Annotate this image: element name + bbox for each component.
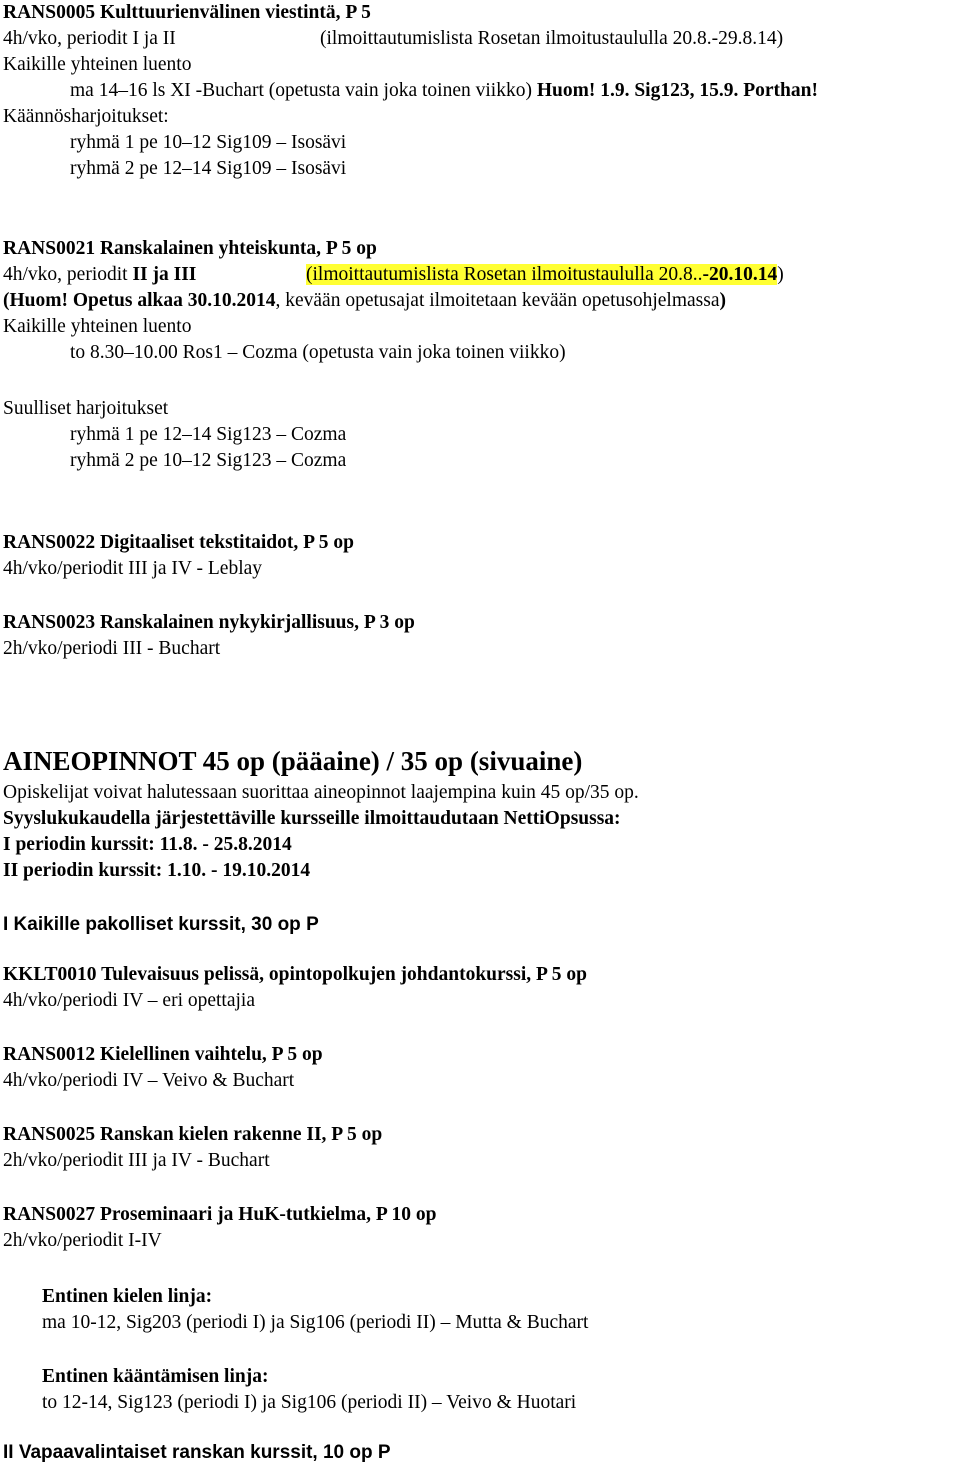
course-title-rans0005: RANS0005 Kulttuurienvälinen viestintä, P 5 — [3, 2, 371, 23]
start-note — [3, 288, 726, 314]
course-info-rans0005 — [3, 26, 176, 52]
course-info-rans0023: 2h/vko/periodi III - Buchart — [3, 638, 221, 659]
period-2-registration: II periodin kurssit: 1.10. - 19.10.2014 — [3, 860, 311, 881]
course-periods: II ja III — [132, 264, 197, 285]
registration-note — [306, 262, 784, 288]
track-title-translation: Entinen kääntämisen linja: — [42, 1366, 269, 1387]
course-periods: 4h/vko, periodit I ja II — [3, 28, 176, 49]
period-1-registration: I periodin kurssit: 11.8. - 25.8.2014 — [3, 834, 292, 855]
group-2: ryhmä 2 pe 10–12 Sig123 – Cozma — [70, 450, 347, 471]
course-title-rans0022: RANS0022 Digitaaliset tekstitaidot, P 5 op — [3, 532, 354, 553]
lecture-label: Kaikille yhteinen luento — [3, 316, 192, 337]
registration-note-text: (ilmoittautumislista Rosetan ilmoitustaululla 20.8.. — [306, 264, 703, 285]
registration-instruction: Syyslukukaudella järjestettäville kursseille ilmoittaudutaan NettiOpsussa: — [3, 808, 621, 829]
course-title-rans0023: RANS0023 Ranskalainen nykykirjallisuus, P 3 op — [3, 612, 415, 633]
track-info-translation: to 12-14, Sig123 (periodi I) ja Sig106 (periodi II) – Veivo & Huotari — [42, 1392, 577, 1413]
group-2: ryhmä 2 pe 12–14 Sig109 – Isosävi — [70, 158, 347, 179]
lecture-schedule — [70, 78, 818, 104]
course-title-kklt0010: KKLT0010 Tulevaisuus pelissä, opintopolkujen johdantokurssi, P 5 op — [3, 964, 587, 985]
course-info-rans0025: 2h/vko/periodit III ja IV - Buchart — [3, 1150, 270, 1171]
aineopinnot-note: Opiskelijat voivat halutessaan suorittaa aineopinnot laajempina kuin 45 op/35 op. — [3, 782, 639, 803]
lecture-note: Huom! 1.9. Sig123, 15.9. Porthan! — [536, 80, 818, 101]
group-1: ryhmä 1 pe 12–14 Sig123 – Cozma — [70, 424, 347, 445]
course-title-rans0021: RANS0021 Ranskalainen yhteiskunta, P 5 op — [3, 238, 377, 259]
registration-note: (ilmoittautumislista Rosetan ilmoitustaululla 20.8.-29.8.14) — [320, 28, 784, 49]
course-info-rans0027: 2h/vko/periodit I-IV — [3, 1230, 162, 1251]
start-note-close: ) — [719, 290, 726, 311]
track-info-language: ma 10-12, Sig203 (periodi I) ja Sig106 (periodi II) – Mutta & Buchart — [42, 1312, 589, 1333]
track-title-language: Entinen kielen linja: — [42, 1286, 213, 1307]
exercise-label: Käännösharjoitukset: — [3, 106, 169, 127]
spring-schedule-note: , kevään opetusajat ilmoitetaan kevään opetusohjelmassa — [275, 290, 720, 311]
registration-note-close: ) — [777, 264, 784, 285]
course-info-rans0021 — [3, 262, 196, 288]
section-heading-elective: II Vapaavalintaiset ranskan kurssit, 10 op P — [3, 1442, 391, 1463]
course-title-rans0012: RANS0012 Kielellinen vaihtelu, P 5 op — [3, 1044, 323, 1065]
course-info-kklt0010: 4h/vko/periodi IV – eri opettajia — [3, 990, 255, 1011]
aineopinnot-heading: AINEOPINNOT 45 op (pääaine) / 35 op (sivuaine) — [3, 746, 583, 776]
lecture-time: ma 14–16 ls XI -Buchart (opetusta vain joka toinen viikko) — [70, 80, 537, 101]
group-1: ryhmä 1 pe 10–12 Sig109 – Isosävi — [70, 132, 347, 153]
start-date-note: (Huom! Opetus alkaa 30.10.2014 — [3, 290, 276, 311]
exercise-label: Suulliset harjoitukset — [3, 398, 169, 419]
course-info-rans0022: 4h/vko/periodit III ja IV - Leblay — [3, 558, 263, 579]
lecture-label: Kaikille yhteinen luento — [3, 54, 192, 75]
course-title-rans0025: RANS0025 Ranskan kielen rakenne II, P 5 op — [3, 1124, 383, 1145]
course-info-rans0012: 4h/vko/periodi IV – Veivo & Buchart — [3, 1070, 295, 1091]
course-periods-prefix: 4h/vko, periodit — [3, 264, 133, 285]
registration-deadline: -20.10.14 — [702, 264, 778, 285]
section-heading-mandatory: I Kaikille pakolliset kurssit, 30 op P — [3, 914, 319, 935]
lecture-schedule: to 8.30–10.00 Ros1 – Cozma (opetusta vain joka toinen viikko) — [70, 342, 566, 363]
course-title-rans0027: RANS0027 Proseminaari ja HuK-tutkielma, P 10 op — [3, 1204, 437, 1225]
